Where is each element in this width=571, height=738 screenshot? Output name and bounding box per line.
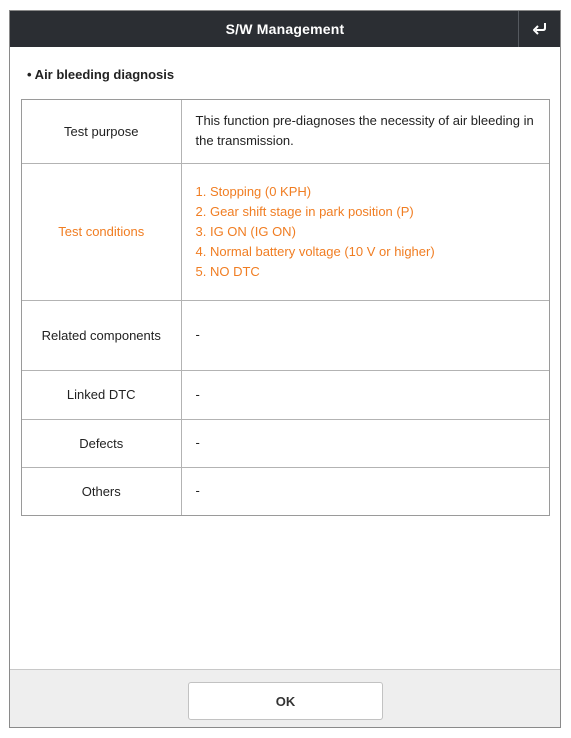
table-row [22,100,549,163]
table-row [22,467,549,515]
table-row [22,300,549,370]
table-row [22,419,549,467]
table-row [22,370,549,419]
title-bar [10,11,560,47]
return-arrow-icon [532,22,548,36]
row-value-linked-dtc: - [181,370,549,419]
diagnosis-table [21,99,550,516]
ok-button[interactable]: OK [188,682,383,720]
row-value-test-conditions [181,163,549,300]
condition-line: 3. IG ON (IG ON) [195,223,296,239]
table-row [22,163,549,300]
dialog-footer [10,669,560,727]
condition-line: 5. NO DTC [195,263,260,279]
condition-line: 1. Stopping (0 KPH) [195,183,312,199]
section-heading: • Air bleeding diagnosis [27,67,175,82]
sw-management-dialog [9,10,561,728]
row-label-related-components: Related components [22,300,181,370]
row-value-others: - [181,467,549,515]
dialog-title: S/W Management [225,21,345,37]
row-label-linked-dtc: Linked DTC [22,370,181,419]
condition-line: 4. Normal battery voltage (10 V or higher) [195,243,435,259]
row-value-related-components: - [181,300,549,370]
condition-line: 2. Gear shift stage in park position (P) [195,203,414,219]
row-value-test-purpose: This function pre-diagnoses the necessity of air bleeding in the transmission. [181,100,549,163]
row-label-others: Others [22,467,181,515]
row-label-test-purpose: Test purpose [22,100,181,163]
back-button[interactable] [518,11,560,47]
row-label-test-conditions: Test conditions [22,163,181,300]
row-value-defects: - [181,419,549,467]
row-label-defects: Defects [22,419,181,467]
